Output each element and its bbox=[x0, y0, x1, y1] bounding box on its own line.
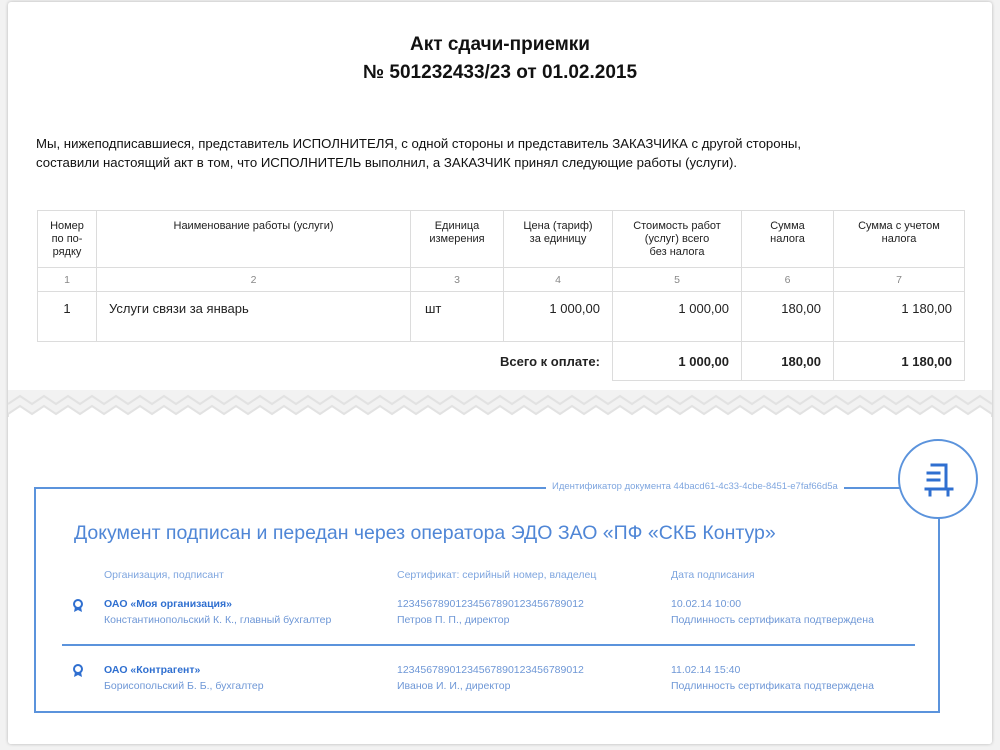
document-signed-icon bbox=[922, 462, 956, 498]
row-tax: 180,00 bbox=[742, 292, 834, 342]
header-with-tax: Сумма с учетом налога bbox=[834, 211, 965, 268]
header-number: Номер по по- рядку bbox=[38, 211, 97, 268]
row-with-tax: 1 180,00 bbox=[834, 292, 965, 342]
signer-2-status: Подлинность сертификата подтверждена bbox=[671, 680, 874, 692]
act-title: Акт сдачи-приемки bbox=[410, 34, 590, 55]
signature-seal-icon bbox=[72, 599, 84, 613]
seal-badge bbox=[898, 439, 978, 519]
header-price: Цена (тариф) за единицу bbox=[504, 211, 613, 268]
col-number: 6 bbox=[742, 268, 834, 292]
col-number: 1 bbox=[38, 268, 97, 292]
signer-1-status: Подлинность сертификата подтверждена bbox=[671, 614, 874, 626]
signature-seal-icon bbox=[72, 664, 84, 678]
row-unit: шт bbox=[411, 292, 504, 342]
col-number: 5 bbox=[613, 268, 742, 292]
act-intro bbox=[36, 134, 966, 172]
total-cost: 1 000,00 bbox=[613, 342, 742, 381]
signer-1-person: Константинопольский К. К., главный бухгалтер bbox=[104, 614, 332, 626]
column-header-cert: Сертификат: серийный номер, владелец bbox=[397, 569, 597, 581]
header-cost: Стоимость работ (услуг) всего без налога bbox=[613, 211, 742, 268]
page-tear-divider bbox=[8, 390, 992, 420]
header-name: Наименование работы (услуги) bbox=[97, 211, 411, 268]
signer-2-serial: 12345678901234567890123456789012 bbox=[397, 664, 584, 676]
total-with-tax: 1 180,00 bbox=[834, 342, 965, 381]
signer-2-block bbox=[104, 662, 264, 694]
signer-2-date-block bbox=[671, 662, 874, 694]
stamp-title: Документ подписан и передан через оператора ЭДО ЗАО «ПФ «СКБ Контур» bbox=[74, 522, 776, 544]
signer-divider bbox=[62, 644, 915, 646]
total-row bbox=[38, 342, 965, 381]
total-label: Всего к оплате: bbox=[500, 353, 600, 369]
col-number: 7 bbox=[834, 268, 965, 292]
total-tax: 180,00 bbox=[742, 342, 834, 381]
signer-2-owner: Иванов И. И., директор bbox=[397, 680, 511, 692]
signer-2-person: Борисопольский Б. Б., бухгалтер bbox=[104, 680, 264, 692]
signer-1-block bbox=[104, 596, 331, 628]
signer-1-owner: Петров П. П., директор bbox=[397, 614, 510, 626]
table-header-row bbox=[38, 211, 965, 268]
column-number-row bbox=[38, 268, 965, 292]
signer-1-date: 10.02.14 10:00 bbox=[671, 598, 742, 610]
signer-1-serial: 12345678901234567890123456789012 bbox=[397, 598, 584, 610]
table-row bbox=[38, 292, 965, 342]
column-header-org: Организация, подписант bbox=[104, 569, 224, 581]
document-page bbox=[8, 2, 992, 744]
row-service-name: Услуги связи за январь bbox=[97, 292, 411, 342]
col-number: 2 bbox=[97, 268, 411, 292]
signer-1-date-block bbox=[671, 596, 874, 628]
row-number: 1 bbox=[38, 292, 97, 342]
signer-1-org: ОАО «Моя организация» bbox=[104, 598, 232, 610]
col-number: 4 bbox=[504, 268, 613, 292]
works-table bbox=[37, 210, 965, 381]
signer-2-date: 11.02.14 15:40 bbox=[671, 664, 741, 676]
intro-line-1: Мы, нижеподписавшиеся, представитель ИСПОЛНИТЕЛЯ, с одной стороны и представитель ЗАКАЗЧИКА с другой стороны, bbox=[36, 136, 802, 151]
document-id: Идентификатор документа 44bacd61-4c33-4cbe-8451-e7faf66d5a bbox=[546, 480, 844, 494]
row-cost: 1 000,00 bbox=[613, 292, 742, 342]
act-number: № 501232433/23 от 01.02.2015 bbox=[362, 62, 638, 83]
signer-1-cert bbox=[397, 596, 584, 628]
header-tax: Сумма налога bbox=[742, 211, 834, 268]
column-header-date: Дата подписания bbox=[671, 569, 755, 581]
row-price: 1 000,00 bbox=[504, 292, 613, 342]
signer-2-cert bbox=[397, 662, 584, 694]
header-unit: Единица измерения bbox=[411, 211, 504, 268]
intro-line-2: составили настоящий акт в том, что ИСПОЛНИТЕЛЬ выполнил, а ЗАКАЗЧИК принял следующие работы (услуги). bbox=[36, 155, 738, 170]
col-number: 3 bbox=[411, 268, 504, 292]
signer-2-org: ОАО «Контрагент» bbox=[104, 664, 201, 676]
